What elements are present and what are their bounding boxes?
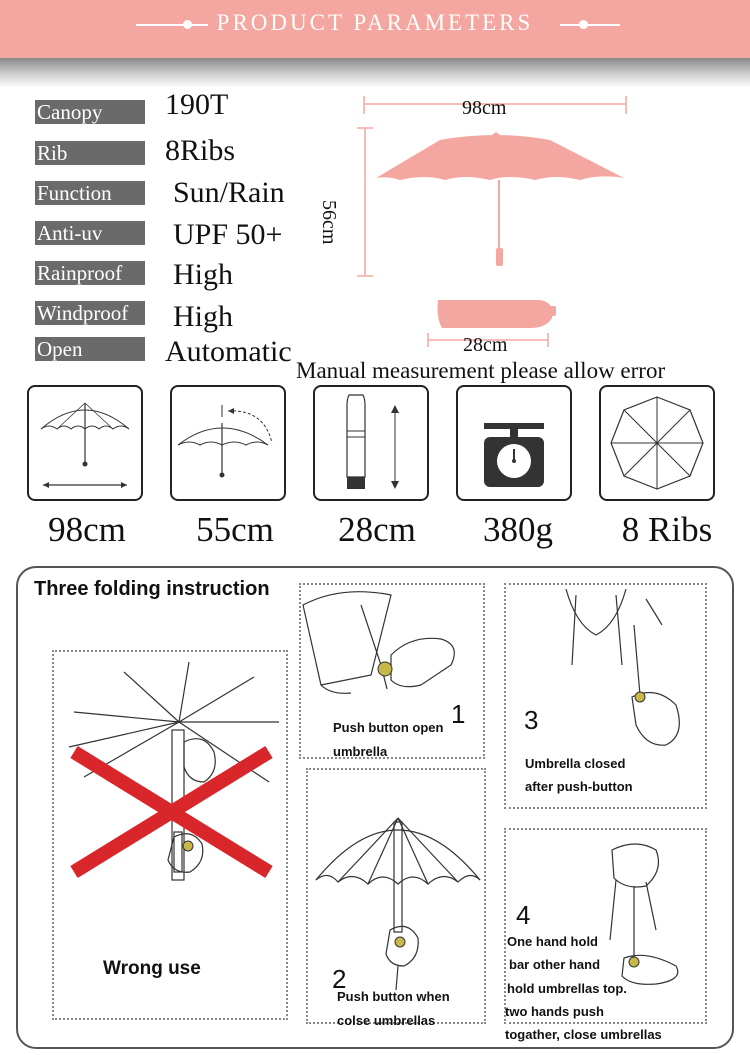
eight-ribs-icon (601, 387, 713, 499)
weighing-scale-icon (458, 387, 570, 499)
step-4-text-line4: two hands push (505, 1004, 604, 1019)
step-4-text-line5: togather, close umbrellas (505, 1027, 662, 1042)
step-3-text-line2: after push-button (525, 779, 633, 794)
spec-value-ribs: 8 Ribs (621, 510, 713, 549)
dimension-width: 98cm (462, 97, 507, 119)
page-title: PRODUCT PARAMETERS (216, 10, 534, 35)
param-value-canopy: 190T (165, 88, 229, 121)
open-umbrella-width-icon (29, 387, 141, 499)
umbrella-height-icon (172, 387, 284, 499)
wrong-use-label: Wrong use (103, 958, 201, 979)
step-4-text-line1: One hand hold (507, 934, 598, 949)
umbrella-dimension-diagram (340, 90, 650, 360)
param-value-windproof: High (173, 300, 233, 333)
spec-value-height: 55cm (196, 510, 274, 549)
step-1-number: 1 (451, 699, 466, 729)
spec-value-folded: 28cm (338, 510, 416, 549)
measurement-note: Manual measurement please allow error (296, 358, 666, 383)
spec-value-weight: 380g (483, 510, 553, 549)
param-value-anti-uv: UPF 50+ (173, 218, 283, 251)
spec-value-width: 98cm (48, 510, 126, 549)
param-label-rib: Rib (35, 141, 145, 165)
banner-shadow (0, 58, 750, 88)
instruction-title: Three folding instruction (34, 578, 270, 600)
step-4-text-line3: hold umbrellas top. (507, 981, 627, 996)
step-1-text-line2: umbrella (333, 744, 388, 759)
param-value-function: Sun/Rain (173, 176, 285, 209)
folded-umbrella-icon (315, 387, 427, 499)
spec-box-height (170, 385, 286, 501)
spec-box-ribs (599, 385, 715, 501)
dimension-folded: 28cm (463, 334, 508, 356)
step-4-number: 4 (516, 900, 531, 930)
step-2-text-line1: Push button when (337, 989, 450, 1004)
param-label-rainproof: Rainproof (35, 261, 145, 285)
param-label-open: Open (35, 337, 145, 361)
param-label-canopy: Canopy (35, 100, 145, 124)
step-4-text-line2: bar other hand (509, 957, 601, 972)
param-value-rainproof: High (173, 258, 233, 291)
spec-box-folded (313, 385, 429, 501)
step-2-text-line2: colse umbrellas (337, 1013, 436, 1028)
step-1-text-line1: Push button open (333, 720, 444, 735)
spec-box-width (27, 385, 143, 501)
step-2-number: 2 (332, 964, 347, 994)
param-label-windproof: Windproof (35, 301, 145, 325)
spec-box-weight (456, 385, 572, 501)
param-label-function: Function (35, 181, 145, 205)
param-value-rib: 8Ribs (165, 134, 236, 167)
param-label-anti-uv: Anti-uv (35, 221, 145, 245)
step-3-number: 3 (524, 705, 539, 735)
step-3-text-line1: Umbrella closed (525, 756, 626, 771)
param-value-open: Automatic (165, 335, 292, 368)
dimension-height: 56cm (318, 200, 340, 245)
